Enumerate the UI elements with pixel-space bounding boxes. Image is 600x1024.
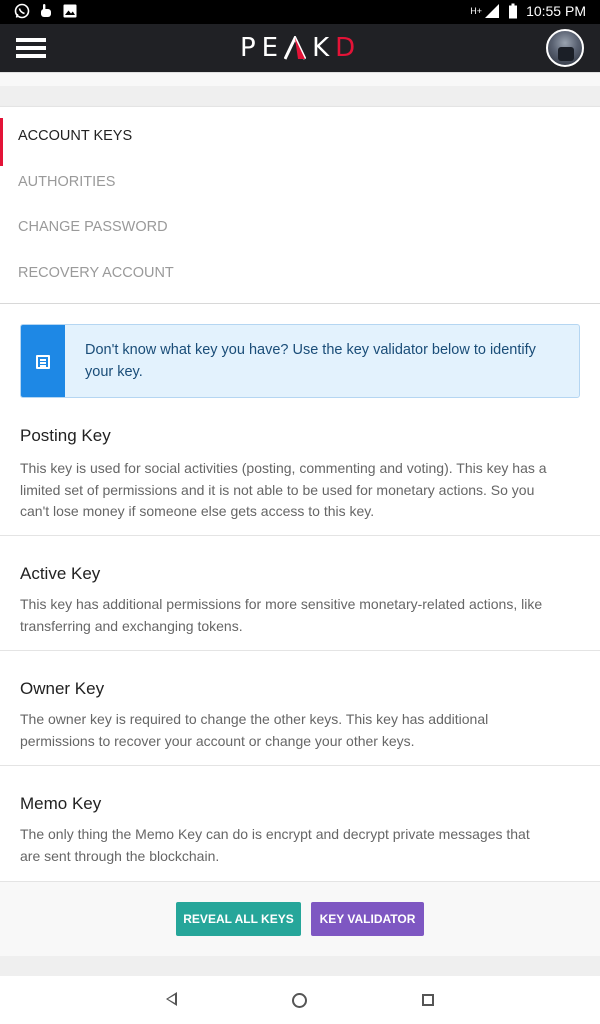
peakd-logo[interactable]	[240, 32, 361, 64]
touch-icon	[38, 3, 54, 19]
battery-icon	[508, 3, 518, 19]
alert-message: Don't know what key you have? Use the key validator below to identify your key.	[85, 342, 536, 380]
key-description: This key is used for social activities (posting, commenting and voting). This key has a limited set of permissions and it is not able to be used for monetary actions. So you can't lose money if someone else gets access to this key.	[20, 460, 547, 519]
posting-key-section	[0, 410, 600, 536]
key-title: Active Key	[20, 564, 101, 583]
nav-item-account-keys[interactable]: ACCOUNT KEYS	[0, 113, 600, 159]
key-title: Posting Key	[20, 426, 111, 445]
avatar[interactable]	[546, 29, 584, 67]
app-bar	[0, 24, 600, 72]
recent-apps-icon[interactable]	[422, 994, 434, 1006]
back-icon[interactable]	[166, 992, 177, 1006]
system-status	[470, 3, 586, 19]
key-title: Owner Key	[20, 679, 105, 698]
owner-key-section	[0, 651, 600, 766]
nav-item-change-password[interactable]: CHANGE PASSWORD	[18, 219, 168, 235]
home-icon[interactable]	[292, 993, 307, 1008]
info-alert	[20, 324, 580, 398]
key-description: The only thing the Memo Key can do is encrypt and decrypt private messages that are sent through the blockchain.	[20, 826, 530, 864]
logo-peak-icon	[284, 36, 306, 60]
memo-key-section	[0, 766, 600, 882]
notification-icons	[14, 3, 78, 19]
header-divider	[0, 72, 600, 86]
settings-nav	[0, 106, 600, 304]
hamburger-menu-icon[interactable]	[16, 36, 46, 60]
clock: 10:55 PM	[526, 3, 586, 19]
alert-icon-column	[21, 325, 65, 398]
account-keys-panel	[0, 304, 600, 956]
key-validator-button[interactable]: KEY VALIDATOR	[311, 902, 424, 936]
system-navigation-bar	[0, 976, 600, 1024]
active-key-section	[0, 536, 600, 651]
actions-footer	[0, 882, 600, 956]
whatsapp-icon	[14, 3, 30, 19]
reveal-all-keys-button[interactable]: REVEAL ALL KEYS	[176, 902, 301, 936]
key-description: This key has additional permissions for more sensitive monetary-related actions, like transferring and exchanging tokens.	[20, 596, 543, 634]
key-description: The owner key is required to change the other keys. This key has additional permissions to recover your account or change your other keys.	[20, 711, 489, 749]
signal-icon	[484, 3, 500, 19]
document-icon	[36, 355, 50, 369]
nav-item-authorities[interactable]: AUTHORITIES	[18, 174, 116, 190]
nav-item-recovery-account[interactable]: RECOVERY ACCOUNT	[18, 265, 174, 281]
network-type: H+	[470, 6, 483, 16]
key-title: Memo Key	[20, 794, 102, 813]
logo-text-right: K	[312, 33, 336, 63]
logo-text-accent: D	[335, 33, 362, 63]
status-bar	[0, 0, 600, 24]
image-icon	[62, 3, 78, 19]
logo-text-left: PE	[240, 33, 285, 63]
